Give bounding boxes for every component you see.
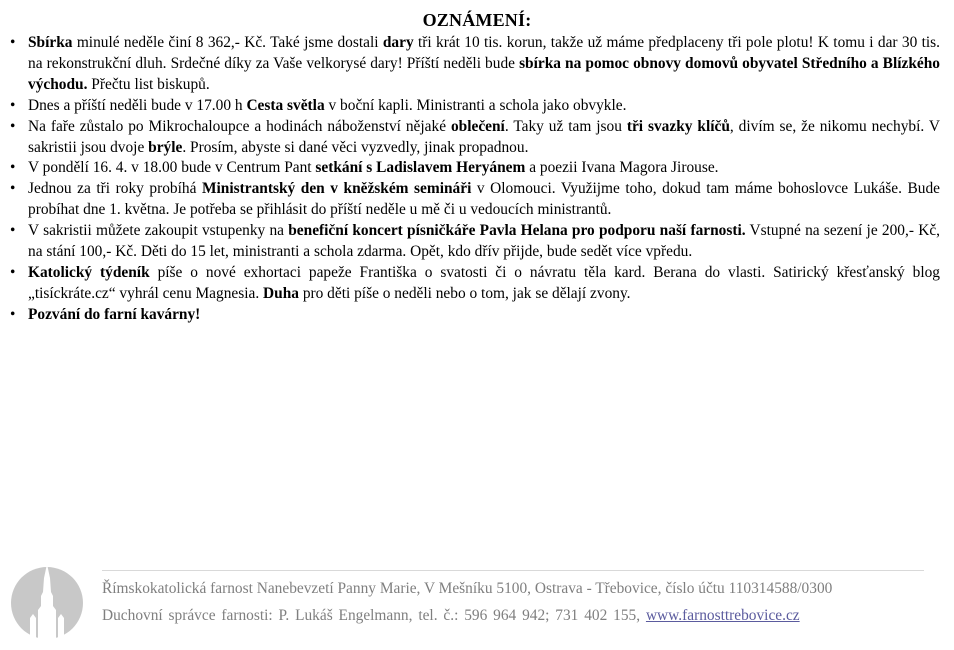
item-text: . Taky už tam jsou	[504, 117, 627, 135]
emphasized-text: Cesta světla	[246, 96, 325, 114]
item-text: Vstupné na sezení je 200,- Kč, na stání 100,- Kč. Děti do 15 let, ministranti a schola zdarma. Opět, kdo dřív přijde, bude sedět více vpředu.	[28, 222, 940, 261]
item-text: pro děti píše o neděli nebo o tom, jak se dělají zvony.	[298, 284, 631, 302]
announcement-item	[10, 33, 940, 96]
footer-parish-info: Římskokatolická farnost Nanebevzetí Panny Marie, V Mešníku 5100, Ostrava - Třebovice, číslo účtu 110314588/0300	[102, 580, 833, 597]
item-text: . Prosím, abyste si dané věci vyzvedly, jinak propadnou.	[182, 138, 529, 156]
announcement-item	[10, 179, 940, 221]
announcement-item	[10, 263, 940, 305]
bullet-icon: •	[10, 305, 16, 323]
announcement-item	[10, 158, 940, 179]
item-text: V sakristii můžete zakoupit vstupenky na	[28, 222, 289, 240]
emphasized-text: benefiční koncert písničkáře Pavla Helana pro podporu naší farnosti.	[288, 222, 746, 240]
footer-contact-text: Duchovní správce farnosti: P. Lukáš Engelmann, tel. č.: 596 964 942; 731 402 155,	[102, 607, 646, 624]
item-text: a poezii Ivana Magora Jirouse.	[525, 159, 719, 177]
item-text: Přečtu list biskupů.	[87, 75, 210, 93]
emphasized-text: brýle	[148, 138, 183, 156]
emphasized-text: Sbírka	[28, 34, 73, 51]
website-link[interactable]: www.farnosttrebovice.cz	[645, 607, 800, 624]
emphasized-text: Pozvání do farní kavárny!	[28, 305, 201, 323]
emphasized-text: dary	[382, 34, 414, 51]
announcement-list	[10, 33, 940, 326]
item-text: v boční kapli. Ministranti a schola jako obvykle.	[324, 96, 627, 114]
item-text: minulé neděle činí 8 362,- Kč. Také jsme dostali	[72, 34, 383, 51]
bullet-icon: •	[10, 263, 16, 281]
footer-divider	[102, 570, 924, 571]
bullet-icon: •	[10, 159, 16, 177]
emphasized-text: tři svazky klíčů	[626, 117, 730, 135]
announcement-item	[10, 117, 940, 159]
bullet-icon: •	[10, 96, 16, 114]
emphasized-text: Ministrantský den v kněžském semináři	[201, 180, 472, 198]
footer-contact-info	[102, 607, 800, 625]
emphasized-text: oblečení	[450, 117, 505, 135]
announcement-item	[10, 305, 940, 326]
bullet-icon: •	[10, 34, 16, 51]
item-text: v Olomouci. Využijme toho, dokud tam máme bohoslovce Lukáše. Bude probíhat dne 1. května. Je potřeba se přihlásit do příští neděle u mě či u vedoucích ministrantů.	[28, 180, 941, 219]
announcement-item	[10, 96, 940, 117]
announcement-item	[10, 221, 940, 263]
church-silhouette-icon	[10, 558, 84, 644]
item-text: Jednou za tři roky probíhá	[28, 180, 202, 198]
bullet-icon: •	[10, 117, 16, 135]
emphasized-text: setkání s Ladislavem Heryánem	[315, 159, 526, 177]
item-text: píše o nové exhortaci papeže Františka o svatosti či o návratu těla kard. Berana do vlasti. Satirický křesťanský blog „tisíckráte.cz“ vyhrál cenu Magnesia.	[28, 263, 940, 302]
emphasized-text: sbírka na pomoc obnovy domovů obyvatel Středního a Blízkého východu.	[28, 54, 940, 93]
item-text: , divím se, že nikomu nechybí. V sakristii jsou dvoje	[28, 117, 940, 156]
bullet-icon: •	[10, 222, 16, 240]
item-text: V pondělí 16. 4. v 18.00 bude v Centrum Pant	[28, 159, 316, 177]
emphasized-text: Katolický týdeník	[28, 263, 150, 281]
item-text: tři krát 10 tis. korun, takže už máme předplaceny tři pole plotu! K tomu i dar 30 tis. na rekonstrukční dluh. Srdečné díky za Vaše velkorysé dary! Příští neděli bude	[28, 34, 940, 72]
bullet-icon: •	[10, 180, 16, 198]
item-text: Dnes a příští neděli bude v 17.00 h	[28, 96, 247, 114]
page-title: OZNÁMENÍ:	[422, 10, 532, 30]
item-text: Na faře zůstalo po Mikrochaloupce a hodinách náboženství nějaké	[28, 117, 451, 135]
emphasized-text: Duha	[263, 284, 299, 302]
